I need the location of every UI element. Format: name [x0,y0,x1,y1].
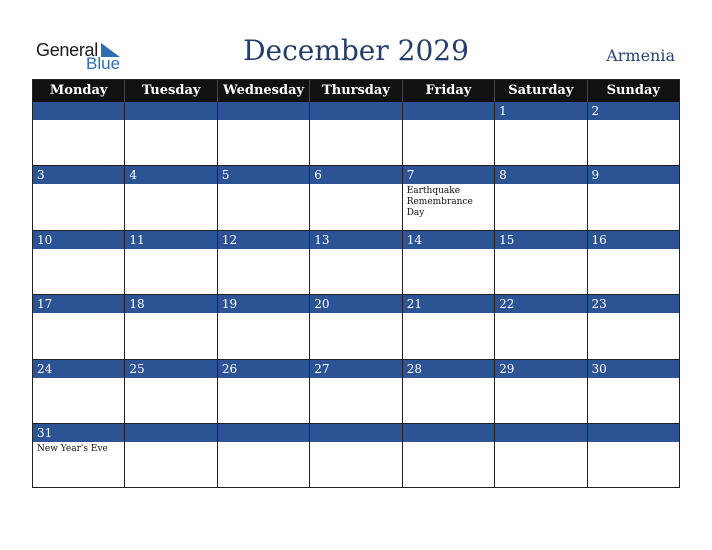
day-number [588,424,679,442]
weekday-header-row [33,80,679,102]
day-number: 19 [218,295,309,313]
day-number: 8 [495,166,586,184]
calendar-grid [32,79,680,488]
day-cell [310,102,402,166]
day-number: 20 [310,295,401,313]
day-cell [403,424,495,487]
day-cell [495,424,587,487]
day-cell [218,102,310,166]
logo-blue-text: Blue [86,54,121,73]
day-number: 16 [588,231,679,249]
day-cell [310,231,402,295]
day-cell [495,102,587,166]
day-number: 31 [33,424,124,442]
holiday-label: New Year's Eve [37,444,108,454]
day-number: 23 [588,295,679,313]
day-cell [218,295,310,360]
day-number: 18 [125,295,216,313]
day-cell [310,424,402,487]
day-number: 13 [310,231,401,249]
day-cell [495,295,587,360]
day-cell [310,166,402,231]
week-row [33,231,679,295]
day-number: 11 [125,231,216,249]
day-number: 26 [218,360,309,378]
day-number [403,424,494,442]
day-cell [218,424,310,487]
week-row [33,166,679,231]
day-number [33,102,124,120]
day-cell [33,360,125,424]
day-number: 28 [403,360,494,378]
day-cell [588,166,679,231]
day-cell [125,102,217,166]
day-number [310,424,401,442]
day-cell [33,295,125,360]
day-number [125,424,216,442]
day-number: 5 [218,166,309,184]
day-cell [588,231,679,295]
page-title: December 2029 [243,34,469,67]
day-cell [403,295,495,360]
weekday-header: Thursday [310,80,402,102]
week-row [33,424,679,487]
weekday-header: Wednesday [218,80,310,102]
day-number: 1 [495,102,586,120]
day-cell [125,424,217,487]
holiday-label: Earthquake Remembrance Day [406,186,473,218]
day-number [218,424,309,442]
day-cell [33,424,125,487]
day-cell [125,231,217,295]
day-number: 10 [33,231,124,249]
day-number: 25 [125,360,216,378]
day-cell [125,166,217,231]
day-number: 9 [588,166,679,184]
day-cell [310,360,402,424]
week-row [33,295,679,360]
day-cell [403,231,495,295]
day-cell [403,360,495,424]
day-number: 22 [495,295,586,313]
day-cell [403,166,495,231]
day-cell [588,360,679,424]
day-cell [218,360,310,424]
day-number: 12 [218,231,309,249]
week-row [33,102,679,166]
day-cell [218,166,310,231]
day-cell [33,231,125,295]
day-cell [33,102,125,166]
day-number [125,102,216,120]
day-cell [588,295,679,360]
day-cell [125,295,217,360]
day-number: 14 [403,231,494,249]
day-number [310,102,401,120]
day-number [403,102,494,120]
day-cell [310,295,402,360]
day-number: 3 [33,166,124,184]
day-cell [495,166,587,231]
logo-general-text: General [36,40,98,60]
weekday-header: Sunday [606,83,660,98]
weekday-header: Monday [33,80,125,102]
day-number: 17 [33,295,124,313]
weekday-header: Tuesday [125,80,217,102]
day-cell [495,231,587,295]
day-cell [403,102,495,166]
day-cell [588,424,679,487]
day-number: 4 [125,166,216,184]
day-cell [218,231,310,295]
day-number [218,102,309,120]
day-number: 29 [495,360,586,378]
weekday-header: Saturday [495,80,587,102]
country-label: Armenia [606,46,675,65]
day-number: 21 [403,295,494,313]
day-number: 2 [588,102,679,120]
day-cell [125,360,217,424]
day-number: 6 [310,166,401,184]
day-number: 7 [403,166,494,184]
day-number: 27 [310,360,401,378]
day-cell [495,360,587,424]
day-number: 30 [588,360,679,378]
day-cell [588,102,679,166]
day-number: 24 [33,360,124,378]
day-number: 15 [495,231,586,249]
day-cell [33,166,125,231]
weekday-header: Friday [403,80,495,102]
week-row [33,360,679,424]
day-number [495,424,586,442]
